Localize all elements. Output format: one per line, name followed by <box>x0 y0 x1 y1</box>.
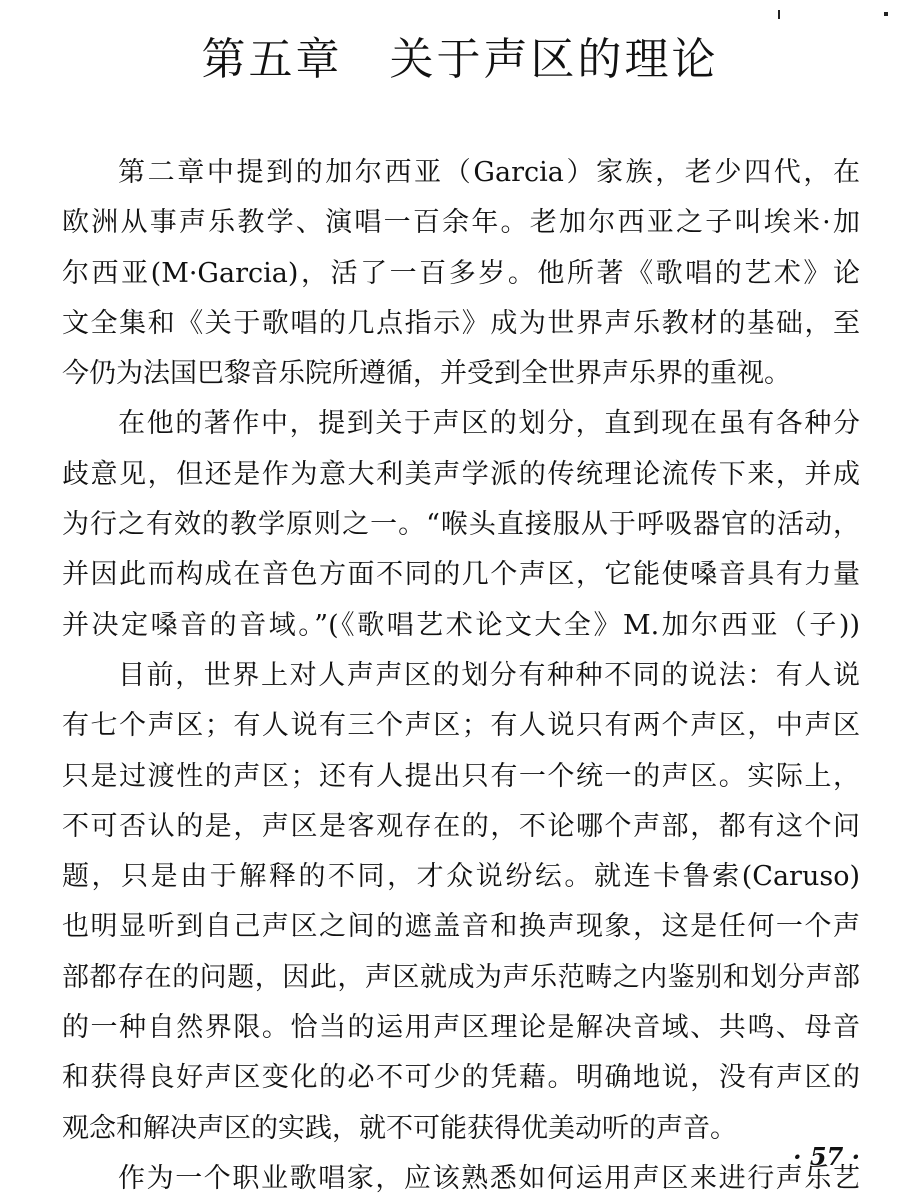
text-line: 今仍为法国巴黎音乐院所遵循，并受到全世界声乐界的重视。 <box>62 358 791 390</box>
text-line: 部都存在的问题，因此，声区就成为声乐范畴之内鉴别和划分声部 <box>62 961 860 993</box>
text-line: 欧洲从事声乐教学、演唱一百余年。老加尔西亚之子叫埃米·加 <box>62 207 860 239</box>
page-number: · 57 · <box>793 1142 860 1171</box>
text-line: 观念和解决声区的实践，就不可能获得优美动听的声音。 <box>62 1112 737 1144</box>
text-line: 只是过渡性的声区；还有人提出只有一个统一的声区。实际上， <box>62 760 860 792</box>
text-line: 为行之有效的教学原则之一。“喉头直接服从于呼吸器官的活动， <box>62 509 860 541</box>
text-line: 在他的著作中，提到关于声区的划分，直到现在虽有各种分 <box>118 408 860 440</box>
text-line: 第二章中提到的加尔西亚（Garcia）家族，老少四代，在 <box>118 157 860 188</box>
text-line: 的一种自然界限。恰当的运用声区理论是解决音域、共鸣、母音 <box>62 1012 860 1044</box>
text-line: 不可否认的是，声区是客观存在的，不论哪个声部，都有这个问 <box>62 810 860 842</box>
scan-speck <box>778 10 780 19</box>
text-line: 并决定嗓音的音域。”(《歌唱艺术论文大全》M.加尔西亚（子)) <box>62 609 860 641</box>
body-text <box>62 148 860 1204</box>
text-line: 文全集和《关于歌唱的几点指示》成为世界声乐教材的基础，至 <box>62 307 860 339</box>
text-line: 尔西亚(M·Garcia)，活了一百多岁。他所著《歌唱的艺术》论 <box>62 257 860 289</box>
text-line: 也明显听到自己声区之间的遮盖音和换声现象，这是任何一个声 <box>62 911 860 943</box>
chapter-title: 第五章 关于声区的理论 <box>201 34 719 85</box>
text-line: 作为一个职业歌唱家，应该熟悉如何运用声区来进行声乐艺 <box>118 1162 860 1194</box>
text-line: 并因此而构成在音色方面不同的几个声区，它能使嗓音具有力量 <box>62 559 860 591</box>
scan-speck <box>884 12 888 16</box>
text-line: 题，只是由于解释的不同，才众说纷纭。就连卡鲁索(Caruso) <box>62 861 860 893</box>
text-line: 目前，世界上对人声声区的划分有种种不同的说法：有人说 <box>118 659 860 691</box>
text-line: 歧意见，但还是作为意大利美声学派的传统理论流传下来，并成 <box>62 458 860 490</box>
text-line: 有七个声区；有人说有三个声区；有人说只有两个声区，中声区 <box>62 710 860 742</box>
text-line: 和获得良好声区变化的必不可少的凭藉。明确地说，没有声区的 <box>62 1062 860 1094</box>
